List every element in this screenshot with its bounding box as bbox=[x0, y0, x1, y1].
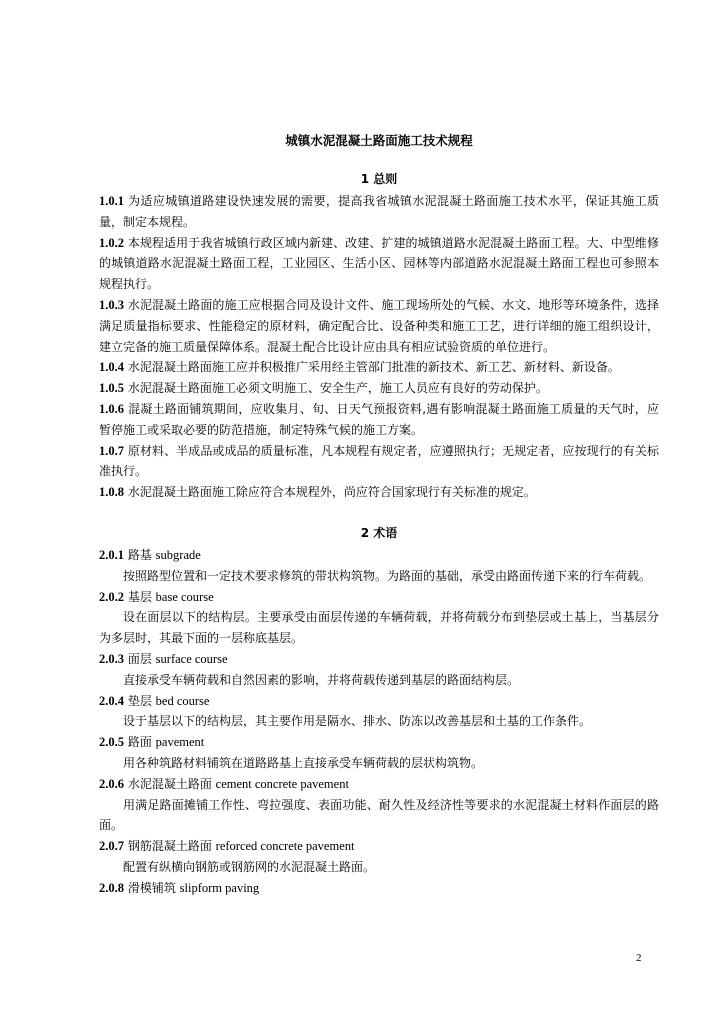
term-number: 2.0.1 bbox=[99, 547, 124, 562]
term-2-0-7 bbox=[99, 836, 659, 878]
term-number: 2.0.4 bbox=[99, 693, 124, 708]
chapter-2-heading: 2 术语 bbox=[360, 525, 398, 540]
term-chinese: 基层 bbox=[127, 589, 152, 604]
clause-number: 1.0.1 bbox=[99, 194, 124, 208]
clause-1-0-3 bbox=[99, 295, 659, 357]
clause-1-0-8 bbox=[99, 482, 659, 503]
term-heading bbox=[99, 836, 659, 857]
clause-text: 混凝土路面铺筑期间，应收集月、旬、日天气预报资料,遇有影响混凝土路面施工质量的天气时，应暂停施工或采取必要的防范措施，制定特殊气候的施工方案。 bbox=[99, 401, 659, 437]
term-definition: 用各种筑路材料铺筑在道路路基上直接承受车辆荷载的层状构筑物。 bbox=[123, 755, 484, 770]
term-number: 2.0.6 bbox=[99, 776, 124, 791]
clause-1-0-6 bbox=[99, 399, 659, 441]
term-heading bbox=[99, 587, 659, 608]
term-definition: 按照路型位置和一定技术要求修筑的带状构筑物。为路面的基础，承受由路面传递下来的行车荷载。 bbox=[123, 568, 652, 583]
clause-number: 1.0.5 bbox=[99, 381, 124, 396]
term-chinese: 滑模铺筑 bbox=[127, 880, 176, 895]
clause-number: 1.0.6 bbox=[99, 401, 124, 416]
term-english: cement concrete pavement bbox=[215, 776, 349, 791]
clause-number: 1.0.4 bbox=[99, 360, 124, 375]
term-number: 2.0.3 bbox=[99, 651, 124, 666]
term-english: surface course bbox=[155, 651, 228, 666]
term-heading bbox=[99, 691, 659, 712]
clause-text: 原材料、半成品或成品的质量标准，凡本规程有规定者，应遵照执行；无规定者，应按现行的有关标准执行。 bbox=[99, 443, 659, 479]
term-definition: 设于基层以下的结构层，其主要作用是隔水、排水、防冻以改善基层和土基的工作条件。 bbox=[123, 714, 592, 729]
term-number: 2.0.2 bbox=[99, 589, 124, 604]
page-number: 2 bbox=[636, 952, 642, 964]
term-number: 2.0.7 bbox=[99, 839, 124, 854]
term-english: base course bbox=[155, 589, 214, 604]
clause-number: 1.0.3 bbox=[99, 297, 124, 312]
term-2-0-8 bbox=[99, 878, 659, 899]
term-english: bed course bbox=[155, 693, 210, 708]
term-chinese: 垫层 bbox=[127, 693, 152, 708]
clause-1-0-5 bbox=[99, 378, 659, 399]
clause-text: 水泥混凝土路面施工必须文明施工、安全生产，施工人员应有良好的劳动保护。 bbox=[127, 381, 548, 396]
term-definition: 直接承受车辆荷载和自然因素的影响，并将荷载传递到基层的路面结构层。 bbox=[123, 672, 520, 687]
term-number: 2.0.8 bbox=[99, 880, 124, 895]
term-heading bbox=[99, 878, 659, 899]
term-chinese: 钢筋混凝土路面 bbox=[127, 839, 212, 854]
term-number: 2.0.5 bbox=[99, 735, 124, 750]
term-2-0-2 bbox=[99, 587, 659, 649]
clause-1-0-1 bbox=[99, 191, 659, 233]
chapter-1-heading: 1 总则 bbox=[360, 172, 398, 186]
clause-1-0-4 bbox=[99, 357, 659, 378]
term-english: pavement bbox=[155, 735, 205, 750]
term-heading bbox=[99, 774, 659, 795]
clause-number: 1.0.8 bbox=[99, 485, 124, 500]
term-2-0-5 bbox=[99, 732, 659, 774]
term-english: slipform paving bbox=[179, 880, 260, 895]
term-heading bbox=[99, 545, 659, 566]
clause-number: 1.0.2 bbox=[99, 235, 124, 250]
term-chinese: 路面 bbox=[127, 735, 152, 750]
clause-text: 为适应城镇道路建设快速发展的需要，提高我省城镇水泥混凝土路面施工技术水平，保证其施工质量，制定本规程。 bbox=[99, 194, 659, 229]
clause-1-0-7 bbox=[99, 441, 659, 483]
term-chinese: 水泥混凝土路面 bbox=[127, 776, 212, 791]
clause-text: 水泥混凝土路面施工除应符合本规程外，尚应符合国家现行有关标准的规定。 bbox=[127, 485, 536, 500]
clause-number: 1.0.7 bbox=[99, 443, 124, 458]
term-2-0-3 bbox=[99, 649, 659, 691]
clause-text: 本规程适用于我省城镇行政区域内新建、改建、扩建的城镇道路水泥混凝土路面工程。大、中型维修的城镇道路水泥混凝土路面工程，工业园区、生活小区、园林等内部道路水泥混凝土路面工程也可参照本规程执行。 bbox=[99, 235, 659, 292]
document-title: 城镇水泥混凝土路面施工技术规程 bbox=[285, 133, 473, 148]
term-2-0-6 bbox=[99, 774, 659, 836]
clause-text: 水泥混凝土路面施工应并积极推广采用经主管部门批准的新技术、新工艺、新材料、新设备。 bbox=[127, 360, 620, 375]
term-chinese: 路基 bbox=[127, 547, 152, 562]
term-2-0-1 bbox=[99, 545, 659, 587]
clause-text: 水泥混凝土路面的施工应根据合同及设计文件、施工现场所处的气候、水文、地形等环境条件，选择满足质量指标要求、性能稳定的原材料，确定配合比、设备种类和施工工艺，进行详细的施工组织设计，建立完备的施工质量保障体系。混凝土配合比设计应由具有相应试验资质的单位进行。 bbox=[99, 297, 659, 354]
document-body bbox=[99, 131, 659, 899]
term-heading bbox=[99, 732, 659, 753]
term-chinese: 面层 bbox=[127, 651, 152, 666]
term-definition: 用满足路面摊铺工作性、弯拉强度、表面功能、耐久性及经济性等要求的水泥混凝土材料作面层的路面。 bbox=[99, 797, 659, 833]
term-definition: 配置有纵横向钢筋或钢筋网的水泥混凝土路面。 bbox=[123, 859, 376, 874]
term-heading bbox=[99, 649, 659, 670]
term-english: reforced concrete pavement bbox=[215, 839, 355, 854]
term-2-0-4 bbox=[99, 691, 659, 733]
clause-1-0-2 bbox=[99, 233, 659, 295]
term-english: subgrade bbox=[155, 547, 201, 562]
term-definition: 设在面层以下的结构层。主要承受由面层传递的车辆荷载，并将荷载分布到垫层或土基上，当基层分为多层时，其最下面的一层称底基层。 bbox=[99, 610, 659, 646]
